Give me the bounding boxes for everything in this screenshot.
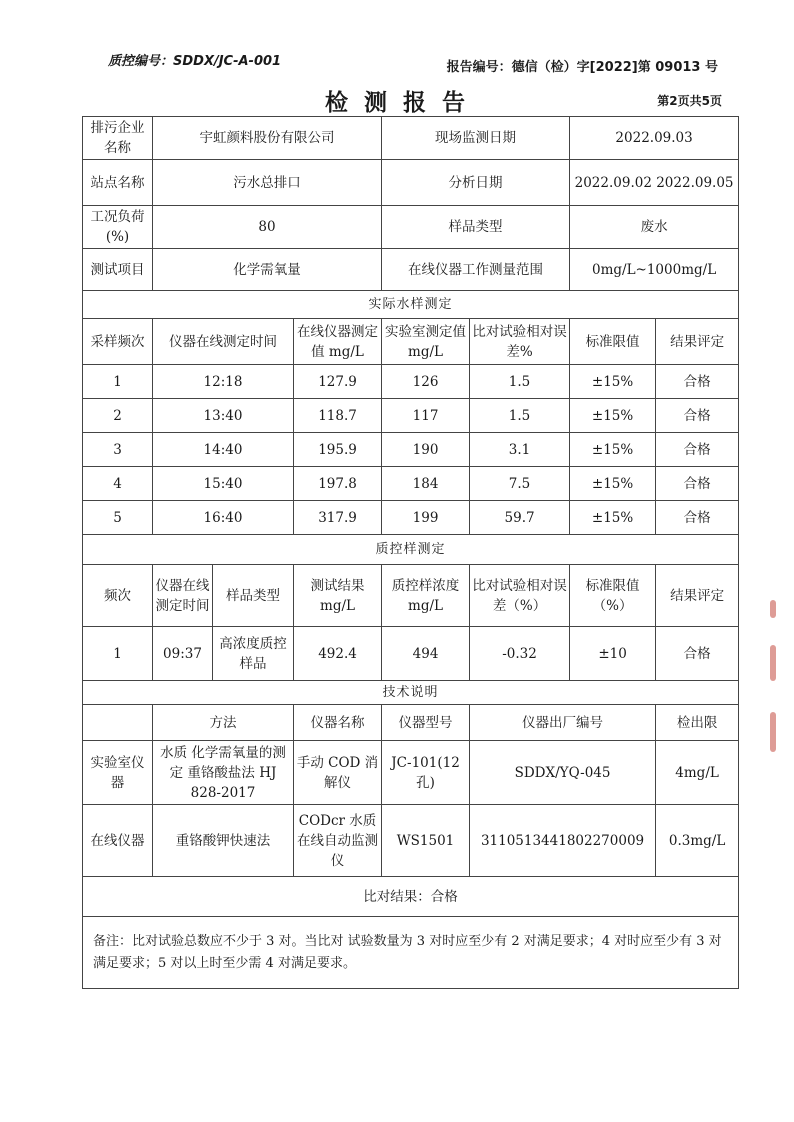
column-header: 仪器型号 — [382, 705, 470, 741]
column-header: 比对试验相对误差（%） — [470, 565, 570, 627]
column-header: 结果评定 — [656, 319, 739, 365]
table-row — [83, 433, 739, 467]
cell: 0.3mg/L — [656, 805, 739, 877]
cell: 199 — [382, 501, 470, 535]
column-header: 仪器在线测定时间 — [153, 319, 294, 365]
cell: 在线仪器 — [83, 805, 153, 877]
cell: 13:40 — [153, 399, 294, 433]
range-value: 0mg/L~1000mg/L — [570, 249, 739, 291]
cell: 15:40 — [153, 467, 294, 501]
cell: 118.7 — [294, 399, 382, 433]
qc-number: 质控编号：SDDX/JC-A-001 — [108, 54, 282, 69]
cell: 手动 COD 消解仪 — [294, 741, 382, 805]
monitor-date-label: 现场监测日期 — [382, 117, 570, 160]
cell: 合格 — [656, 433, 739, 467]
cell: ±15% — [570, 467, 656, 501]
remark: 备注：比对试验总数应不少于 3 对。当比对 试验数量为 3 对时应至少有 2 对满足要求；4 对时应至少有 3 对满足要求；5 对以上时至少需 4 对满足要求。 — [83, 917, 739, 989]
company-label: 排污企业名称 — [83, 117, 153, 160]
load-label: 工况负荷(%) — [83, 206, 153, 249]
cell: 317.9 — [294, 501, 382, 535]
column-header: 采样频次 — [83, 319, 153, 365]
cell: 重铬酸钾快速法 — [153, 805, 294, 877]
cell: 184 — [382, 467, 470, 501]
sample-type-label: 样品类型 — [382, 206, 570, 249]
cell: 494 — [382, 627, 470, 681]
cell: 492.4 — [294, 627, 382, 681]
cell: 126 — [382, 365, 470, 399]
report-table — [82, 116, 739, 989]
cell: 3110513441802270009 — [470, 805, 656, 877]
column-header: 质控样浓度 mg/L — [382, 565, 470, 627]
cell: WS1501 — [382, 805, 470, 877]
column-header: 仪器在线测定时间 — [153, 565, 213, 627]
range-label: 在线仪器工作测量范围 — [382, 249, 570, 291]
table-row — [83, 627, 739, 681]
item-value: 化学需氧量 — [153, 249, 382, 291]
cell: 4 — [83, 467, 153, 501]
cell: 197.8 — [294, 467, 382, 501]
column-header: 标准限值 — [570, 319, 656, 365]
table-row — [83, 365, 739, 399]
cell: 190 — [382, 433, 470, 467]
cell: JC-101(12 孔) — [382, 741, 470, 805]
cell: 195.9 — [294, 433, 382, 467]
cell: 14:40 — [153, 433, 294, 467]
cell: SDDX/YQ-045 — [470, 741, 656, 805]
cell: 1.5 — [470, 365, 570, 399]
cell: 1 — [83, 365, 153, 399]
column-header — [83, 705, 153, 741]
column-header: 仪器出厂编号 — [470, 705, 656, 741]
cell: 5 — [83, 501, 153, 535]
report-number: 报告编号：德信（检）字[2022]第 09013 号 — [446, 60, 718, 75]
item-label: 测试项目 — [83, 249, 153, 291]
column-header: 检出限 — [656, 705, 739, 741]
seal-mark — [770, 645, 776, 681]
info-row — [83, 117, 739, 160]
cell: 水质 化学需氧量的测定 重铬酸盐法 HJ 828-2017 — [153, 741, 294, 805]
cell: 3 — [83, 433, 153, 467]
table-row — [83, 741, 739, 805]
analysis-date-label: 分析日期 — [382, 160, 570, 206]
info-row — [83, 160, 739, 206]
cell: 127.9 — [294, 365, 382, 399]
tech-header-row — [83, 705, 739, 741]
cell: 4mg/L — [656, 741, 739, 805]
section-title: 质控样测定 — [83, 535, 739, 565]
column-header: 测试结果 mg/L — [294, 565, 382, 627]
cell: 1 — [83, 627, 153, 681]
column-header: 实验室测定值 mg/L — [382, 319, 470, 365]
site-value: 污水总排口 — [153, 160, 382, 206]
cell: ±15% — [570, 365, 656, 399]
cell: 09:37 — [153, 627, 213, 681]
cell: 合格 — [656, 501, 739, 535]
company-value: 宇虹颜料股份有限公司 — [153, 117, 382, 160]
column-header: 结果评定 — [656, 565, 739, 627]
page-number: 第2页共5页 — [657, 94, 722, 108]
cell: 2 — [83, 399, 153, 433]
cell: 59.7 — [470, 501, 570, 535]
table-row — [83, 805, 739, 877]
cell: 1.5 — [470, 399, 570, 433]
cell: 16:40 — [153, 501, 294, 535]
cell: ±15% — [570, 399, 656, 433]
info-row — [83, 206, 739, 249]
cell: 合格 — [656, 467, 739, 501]
sample-type-value: 废水 — [570, 206, 739, 249]
table-row — [83, 399, 739, 433]
site-label: 站点名称 — [83, 160, 153, 206]
section-title: 实际水样测定 — [83, 291, 739, 319]
column-header: 方法 — [153, 705, 294, 741]
cell: 3.1 — [470, 433, 570, 467]
info-row — [83, 249, 739, 291]
cell: 12:18 — [153, 365, 294, 399]
column-header: 样品类型 — [213, 565, 294, 627]
cell: 合格 — [656, 365, 739, 399]
monitor-date-value: 2022.09.03 — [570, 117, 739, 160]
column-header: 仪器名称 — [294, 705, 382, 741]
cell: 实验室仪器 — [83, 741, 153, 805]
cell: 117 — [382, 399, 470, 433]
cell: ±10 — [570, 627, 656, 681]
table-row — [83, 501, 739, 535]
cell: 合格 — [656, 399, 739, 433]
column-header: 频次 — [83, 565, 153, 627]
load-value: 80 — [153, 206, 382, 249]
column-header: 在线仪器测定值 mg/L — [294, 319, 382, 365]
column-header: 标准限值（%） — [570, 565, 656, 627]
seal-mark — [770, 712, 776, 752]
actual-header-row — [83, 319, 739, 365]
cell: ±15% — [570, 501, 656, 535]
table-row — [83, 467, 739, 501]
analysis-date-value: 2022.09.02 2022.09.05 — [570, 160, 739, 206]
page-title: 检 测 报 告 — [324, 90, 470, 116]
cell: -0.32 — [470, 627, 570, 681]
section-title: 技术说明 — [83, 681, 739, 705]
qc-header-row — [83, 565, 739, 627]
cell: ±15% — [570, 433, 656, 467]
cell: 高浓度质控样品 — [213, 627, 294, 681]
cell: 合格 — [656, 627, 739, 681]
cell: 7.5 — [470, 467, 570, 501]
conclusion: 比对结果：合格 — [83, 877, 739, 917]
seal-mark — [770, 600, 776, 618]
cell: CODcr 水质在线自动监测仪 — [294, 805, 382, 877]
column-header: 比对试验相对误差% — [470, 319, 570, 365]
